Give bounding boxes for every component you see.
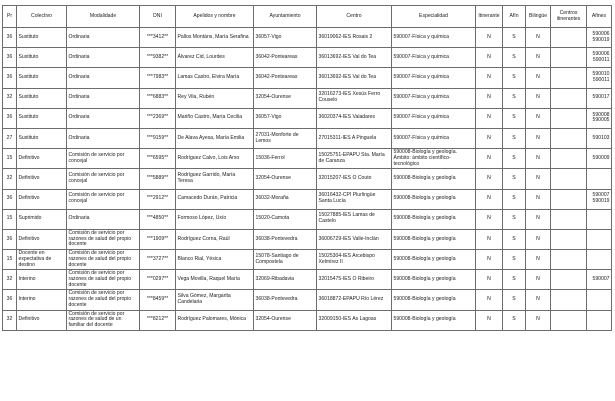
cell-especialidad: 590007-Física y química <box>392 128 476 148</box>
cell-centro: 27015311-IES A Pinguela <box>317 128 392 148</box>
cell-afin: S <box>503 270 526 290</box>
cell-nombre: Rey Vila, Rubén <box>176 88 254 108</box>
cell-bilingue: N <box>526 108 551 128</box>
cell-colectivo: Interino <box>17 290 67 310</box>
cell-modalidade: Ordinaria <box>67 108 140 128</box>
cell-centros-itinerantes <box>551 149 587 169</box>
cell-bilingue: N <box>526 169 551 189</box>
cell-centro: 32015475-IES O Ribeiro <box>317 270 392 290</box>
col-header-afines: Afines <box>587 6 612 28</box>
cell-bilingue: N <box>526 68 551 88</box>
cell-centros-itinerantes <box>551 290 587 310</box>
cell-dni: ***9159** <box>140 128 176 148</box>
cell-pr: 36 <box>3 290 17 310</box>
cell-afines: 590017 <box>587 88 612 108</box>
cell-afin: S <box>503 290 526 310</box>
cell-colectivo: Sustituto <box>17 28 67 48</box>
cell-colectivo: Definitivo <box>17 149 67 169</box>
cell-bilingue: N <box>526 48 551 68</box>
cell-nombre: Formoso López, Uxío <box>176 209 254 229</box>
cell-ayuntamiento: 36057-Vigo <box>254 28 317 48</box>
cell-bilingue: N <box>526 270 551 290</box>
cell-especialidad: 590008-Biología y geología <box>392 169 476 189</box>
cell-centro: 15025304-IES Arcebispo Xelmírez II <box>317 250 392 270</box>
cell-colectivo: Suprimido <box>17 209 67 229</box>
cell-especialidad: 590008-Biología y geología. Ámbito: ámbito científico-tecnológico <box>392 149 476 169</box>
cell-centros-itinerantes <box>551 68 587 88</box>
cell-afin: S <box>503 310 526 330</box>
cell-dni: ***8212** <box>140 310 176 330</box>
table-row <box>3 88 612 108</box>
cell-afin: S <box>503 108 526 128</box>
cell-modalidade: Ordinaria <box>67 48 140 68</box>
cell-itinerante: N <box>476 28 503 48</box>
col-header-modalidade: Modalidade <box>67 6 140 28</box>
cell-dni: ***8459** <box>140 290 176 310</box>
col-header-colectivo: Colectivo <box>17 6 67 28</box>
cell-centros-itinerantes <box>551 209 587 229</box>
cell-nombre: Álvarez Cid, Lourdes <box>176 48 254 68</box>
cell-bilingue: N <box>526 28 551 48</box>
cell-afin: S <box>503 68 526 88</box>
cell-afin: S <box>503 128 526 148</box>
cell-especialidad: 590008-Biología y geología <box>392 270 476 290</box>
cell-pr: 36 <box>3 189 17 209</box>
cell-centro: 15025751-EPAPU Sta. María de Caranza <box>317 149 392 169</box>
cell-afines <box>587 310 612 330</box>
col-header-bilingue: Bilingüe <box>526 6 551 28</box>
cell-afines <box>587 250 612 270</box>
cell-pr: 15 <box>3 250 17 270</box>
cell-itinerante: N <box>476 209 503 229</box>
cell-colectivo: Sustituto <box>17 88 67 108</box>
cell-bilingue: N <box>526 290 551 310</box>
cell-itinerante: N <box>476 189 503 209</box>
cell-especialidad: 590007-Física y química <box>392 108 476 128</box>
cell-afin: S <box>503 149 526 169</box>
cell-afines: 590009 <box>587 149 612 169</box>
cell-especialidad: 590007-Física y química <box>392 28 476 48</box>
col-header-ayuntamiento: Ayuntamiento <box>254 6 317 28</box>
cell-dni: ***7983** <box>140 68 176 88</box>
cell-afines <box>587 229 612 249</box>
cell-ayuntamiento: 32069-Ribadavia <box>254 270 317 290</box>
cell-bilingue: N <box>526 209 551 229</box>
cell-colectivo: Sustituto <box>17 68 67 88</box>
cell-nombre: Blanco Rial, Yésica <box>176 250 254 270</box>
cell-nombre: Rodríguez Palomares, Mónica <box>176 310 254 330</box>
cell-modalidade: Comisión de servicio por razones de salud del propio docente <box>67 229 140 249</box>
cell-especialidad: 590008-Biología y geología <box>392 189 476 209</box>
col-header-apelidos: Apelidos y nombre <box>176 6 254 28</box>
cell-afin: S <box>503 229 526 249</box>
cell-ayuntamiento: 15020-Camota <box>254 209 317 229</box>
cell-centro: 36013692-IES Val do Tea <box>317 68 392 88</box>
cell-nombre: Vega Movilla, Raquel María <box>176 270 254 290</box>
cell-especialidad: 590008-Biología y geología <box>392 209 476 229</box>
assignments-sheet <box>2 5 612 331</box>
cell-especialidad: 590007-Física y química <box>392 88 476 108</box>
cell-ayuntamiento: 32054-Ourense <box>254 310 317 330</box>
cell-modalidade: Comisión de servicio por razones de salud del propio docente <box>67 290 140 310</box>
cell-colectivo: Sustituto <box>17 48 67 68</box>
cell-modalidade: Ordinaria <box>67 128 140 148</box>
cell-afin: S <box>503 48 526 68</box>
table-row <box>3 270 612 290</box>
col-header-dni: DNI <box>140 6 176 28</box>
table-row <box>3 48 612 68</box>
cell-centros-itinerantes <box>551 128 587 148</box>
cell-ayuntamiento: 36032-Moraña <box>254 189 317 209</box>
cell-afines <box>587 209 612 229</box>
table-row <box>3 108 612 128</box>
cell-nombre: Mariño Castro, María Cecilia <box>176 108 254 128</box>
table-row <box>3 128 612 148</box>
cell-bilingue: N <box>526 250 551 270</box>
cell-especialidad: 590007-Física y química <box>392 48 476 68</box>
cell-colectivo: Docente en expectativa de destino <box>17 250 67 270</box>
cell-modalidade: Comisión de servicio por razones de salud del propio docente <box>67 250 140 270</box>
cell-pr: 36 <box>3 229 17 249</box>
cell-afines <box>587 169 612 189</box>
cell-centros-itinerantes <box>551 48 587 68</box>
cell-dni: ***6883** <box>140 88 176 108</box>
cell-dni: ***4850** <box>140 209 176 229</box>
cell-bilingue: N <box>526 88 551 108</box>
table-row <box>3 209 612 229</box>
assignments-table <box>2 5 612 331</box>
cell-dni: ***3412** <box>140 28 176 48</box>
cell-modalidade: Ordinaria <box>67 209 140 229</box>
cell-ayuntamiento: 36057-Vigo <box>254 108 317 128</box>
col-header-afin: Afín <box>503 6 526 28</box>
cell-bilingue: N <box>526 149 551 169</box>
cell-afines: 590010 590011 <box>587 68 612 88</box>
col-header-pr: Pr <box>3 6 17 28</box>
cell-modalidade: Comisión de servicio por razones de salud del propio docente <box>67 270 140 290</box>
cell-colectivo: Sustituto <box>17 128 67 148</box>
cell-afin: S <box>503 28 526 48</box>
cell-ayuntamiento: 15036-Ferrol <box>254 149 317 169</box>
table-row <box>3 28 612 48</box>
cell-afin: S <box>503 209 526 229</box>
cell-centros-itinerantes <box>551 88 587 108</box>
table-row <box>3 189 612 209</box>
cell-dni: ***0297** <box>140 270 176 290</box>
cell-nombre: Rodríguez Garrido, María Teresa <box>176 169 254 189</box>
cell-pr: 27 <box>3 128 17 148</box>
cell-itinerante: N <box>476 149 503 169</box>
cell-centro: 36006729-IES Valle-Inclán <box>317 229 392 249</box>
cell-dni: ***6595** <box>140 149 176 169</box>
cell-bilingue: N <box>526 189 551 209</box>
cell-itinerante: N <box>476 270 503 290</box>
table-row <box>3 290 612 310</box>
cell-centros-itinerantes <box>551 189 587 209</box>
cell-pr: 32 <box>3 270 17 290</box>
cell-itinerante: N <box>476 310 503 330</box>
cell-centro: 32016273-IES Xesús Ferro Couselo <box>317 88 392 108</box>
cell-modalidade: Ordinaria <box>67 68 140 88</box>
cell-pr: 36 <box>3 68 17 88</box>
table-row <box>3 149 612 169</box>
cell-itinerante: N <box>476 128 503 148</box>
cell-bilingue: N <box>526 310 551 330</box>
table-row <box>3 229 612 249</box>
cell-dni: ***5889** <box>140 169 176 189</box>
cell-dni: ***2912** <box>140 189 176 209</box>
cell-pr: 32 <box>3 169 17 189</box>
cell-colectivo: Definitivo <box>17 310 67 330</box>
table-row <box>3 169 612 189</box>
cell-pr: 36 <box>3 48 17 68</box>
cell-centros-itinerantes <box>551 250 587 270</box>
cell-especialidad: 590007-Física y química <box>392 68 476 88</box>
cell-pr: 15 <box>3 149 17 169</box>
cell-afines: 590006 590019 <box>587 28 612 48</box>
cell-afines: 590006 590011 <box>587 48 612 68</box>
cell-modalidade: Ordinaria <box>67 88 140 108</box>
table-row <box>3 310 612 330</box>
cell-centros-itinerantes <box>551 310 587 330</box>
cell-dni: ***3727** <box>140 250 176 270</box>
cell-nombre: Lamas Castro, Elvira María <box>176 68 254 88</box>
col-header-especialidad: Especialidad <box>392 6 476 28</box>
cell-centros-itinerantes <box>551 270 587 290</box>
cell-nombre: Camacedo Durán, Patricia <box>176 189 254 209</box>
cell-modalidade: Comisión de servicio por concejal <box>67 169 140 189</box>
cell-itinerante: N <box>476 88 503 108</box>
cell-ayuntamiento: 36038-Pontevedra <box>254 229 317 249</box>
cell-centro: 36013692-IES Val do Tea <box>317 48 392 68</box>
col-header-centro: Centro <box>317 6 392 28</box>
cell-afines <box>587 290 612 310</box>
cell-especialidad: 590008-Biología y geología <box>392 250 476 270</box>
cell-modalidade: Comisión de servicio por razones de salud de un familiar del docente <box>67 310 140 330</box>
cell-bilingue: N <box>526 229 551 249</box>
cell-itinerante: N <box>476 250 503 270</box>
cell-ayuntamiento: 36042-Ponteareas <box>254 68 317 88</box>
cell-nombre: Rodríguez Calvo, Lois Arxo <box>176 149 254 169</box>
cell-pr: 32 <box>3 310 17 330</box>
cell-dni: ***9382** <box>140 48 176 68</box>
header-row <box>3 6 612 28</box>
cell-bilingue: N <box>526 128 551 148</box>
cell-centro: 36016432-CPI Plurlingüe Santa Lucía <box>317 189 392 209</box>
cell-ayuntamiento: 32054-Ourense <box>254 169 317 189</box>
cell-nombre: Rodríguez Corna, Raúl <box>176 229 254 249</box>
cell-afines: 590007 590019 <box>587 189 612 209</box>
cell-colectivo: Definitivo <box>17 229 67 249</box>
cell-especialidad: 590008-Biología y geología <box>392 229 476 249</box>
cell-afin: S <box>503 169 526 189</box>
table-row <box>3 68 612 88</box>
cell-colectivo: Definitivo <box>17 189 67 209</box>
table-row <box>3 250 612 270</box>
cell-centros-itinerantes <box>551 28 587 48</box>
cell-colectivo: Interino <box>17 270 67 290</box>
col-header-itinerante: Itinerante <box>476 6 503 28</box>
cell-afines: 590103 <box>587 128 612 148</box>
cell-afines: 590007 <box>587 270 612 290</box>
cell-afines: 590008 590005 <box>587 108 612 128</box>
cell-nombre: Pallos Montáns, María Serafina <box>176 28 254 48</box>
cell-modalidade: Ordinaria <box>67 28 140 48</box>
cell-afin: S <box>503 88 526 108</box>
cell-centro: 36019062-IES Rosais 2 <box>317 28 392 48</box>
cell-modalidade: Comisión de servicio por concejal <box>67 189 140 209</box>
cell-afin: S <box>503 189 526 209</box>
cell-dni: ***2369** <box>140 108 176 128</box>
cell-especialidad: 590008-Biología y geología <box>392 310 476 330</box>
cell-itinerante: N <box>476 229 503 249</box>
cell-colectivo: Definitivo <box>17 169 67 189</box>
cell-itinerante: N <box>476 169 503 189</box>
cell-ayuntamiento: 36038-Pontevedra <box>254 290 317 310</box>
cell-pr: 36 <box>3 28 17 48</box>
cell-especialidad: 590008-Biología y geología <box>392 290 476 310</box>
table-body <box>3 28 612 331</box>
cell-centros-itinerantes <box>551 169 587 189</box>
cell-colectivo: Sustituto <box>17 108 67 128</box>
cell-pr: 36 <box>3 108 17 128</box>
cell-centro: 36020374-IES Valadares <box>317 108 392 128</box>
cell-ayuntamiento: 36042-Ponteareas <box>254 48 317 68</box>
cell-centros-itinerantes <box>551 229 587 249</box>
cell-nombre: Silva Gómez, Margarita Candelaria <box>176 290 254 310</box>
cell-itinerante: N <box>476 68 503 88</box>
cell-modalidade: Comisión de servicio por concejal <box>67 149 140 169</box>
cell-centro: 36018872-EPAPU Río Lérez <box>317 290 392 310</box>
cell-pr: 32 <box>3 88 17 108</box>
cell-itinerante: N <box>476 108 503 128</box>
cell-centro: 32015207-IES O Couto <box>317 169 392 189</box>
cell-itinerante: N <box>476 48 503 68</box>
cell-nombre: De Alava Ayesa, María Emilia <box>176 128 254 148</box>
col-header-centros-itinerantes: Centros itinerantes <box>551 6 587 28</box>
cell-centros-itinerantes <box>551 108 587 128</box>
cell-centro: 32009150-IES As Lagoas <box>317 310 392 330</box>
cell-ayuntamiento: 27031-Monforte de Lemos <box>254 128 317 148</box>
cell-itinerante: N <box>476 290 503 310</box>
cell-pr: 15 <box>3 209 17 229</box>
cell-ayuntamiento: 32054-Ourense <box>254 88 317 108</box>
cell-dni: ***1909** <box>140 229 176 249</box>
cell-afin: S <box>503 250 526 270</box>
cell-ayuntamiento: 15078-Santiago de Compostela <box>254 250 317 270</box>
cell-centro: 15027885-IES Lamas de Castelo <box>317 209 392 229</box>
